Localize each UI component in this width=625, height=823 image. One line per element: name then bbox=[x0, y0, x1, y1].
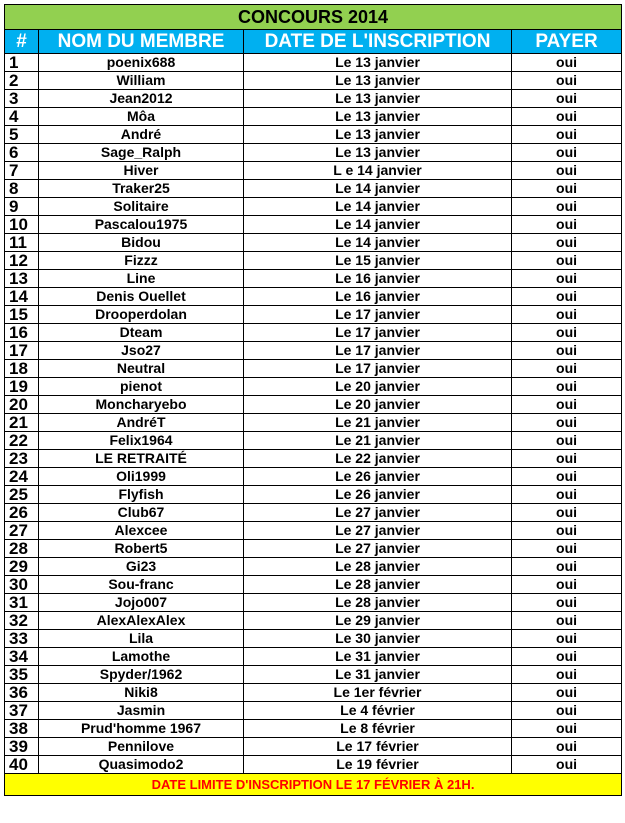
table-row bbox=[5, 144, 622, 162]
row-number: 23 bbox=[5, 450, 39, 468]
table-row bbox=[5, 738, 622, 756]
header-num: # bbox=[5, 30, 39, 54]
row-number: 12 bbox=[5, 252, 39, 270]
row-number: 13 bbox=[5, 270, 39, 288]
registration-date: Le 28 janvier bbox=[244, 558, 512, 576]
table-row bbox=[5, 720, 622, 738]
row-number: 18 bbox=[5, 360, 39, 378]
row-number: 30 bbox=[5, 576, 39, 594]
table-row bbox=[5, 216, 622, 234]
member-name: pienot bbox=[39, 378, 244, 396]
paid-status: oui bbox=[512, 594, 622, 612]
member-name: Neutral bbox=[39, 360, 244, 378]
paid-status: oui bbox=[512, 126, 622, 144]
member-name: Fizzz bbox=[39, 252, 244, 270]
registration-date: Le 27 janvier bbox=[244, 504, 512, 522]
table-row bbox=[5, 468, 622, 486]
row-number: 11 bbox=[5, 234, 39, 252]
row-number: 5 bbox=[5, 126, 39, 144]
registration-date: Le 16 janvier bbox=[244, 270, 512, 288]
registration-table bbox=[4, 4, 622, 796]
paid-status: oui bbox=[512, 306, 622, 324]
row-number: 39 bbox=[5, 738, 39, 756]
registration-date: Le 13 janvier bbox=[244, 144, 512, 162]
registration-date: Le 28 janvier bbox=[244, 576, 512, 594]
row-number: 26 bbox=[5, 504, 39, 522]
paid-status: oui bbox=[512, 90, 622, 108]
registration-date: Le 4 février bbox=[244, 702, 512, 720]
member-name: Jojo007 bbox=[39, 594, 244, 612]
member-name: Solitaire bbox=[39, 198, 244, 216]
member-name: Lamothe bbox=[39, 648, 244, 666]
paid-status: oui bbox=[512, 360, 622, 378]
member-name: Pennilove bbox=[39, 738, 244, 756]
row-number: 19 bbox=[5, 378, 39, 396]
deadline-notice: DATE LIMITE D'INSCRIPTION LE 17 FÉVRIER À 21H. bbox=[5, 774, 622, 796]
member-name: poenix688 bbox=[39, 54, 244, 72]
table-row bbox=[5, 324, 622, 342]
row-number: 6 bbox=[5, 144, 39, 162]
row-number: 16 bbox=[5, 324, 39, 342]
table-row bbox=[5, 504, 622, 522]
table-row bbox=[5, 648, 622, 666]
member-name: AndréT bbox=[39, 414, 244, 432]
registration-date: Le 14 janvier bbox=[244, 234, 512, 252]
paid-status: oui bbox=[512, 702, 622, 720]
registration-date: Le 28 janvier bbox=[244, 594, 512, 612]
header-date: DATE DE L'INSCRIPTION bbox=[244, 30, 512, 54]
registration-date: Le 22 janvier bbox=[244, 450, 512, 468]
paid-status: oui bbox=[512, 324, 622, 342]
row-number: 15 bbox=[5, 306, 39, 324]
registration-date: Le 27 janvier bbox=[244, 540, 512, 558]
member-name: Traker25 bbox=[39, 180, 244, 198]
registration-date: Le 30 janvier bbox=[244, 630, 512, 648]
table-row bbox=[5, 54, 622, 72]
member-name: Quasimodo2 bbox=[39, 756, 244, 774]
paid-status: oui bbox=[512, 378, 622, 396]
registration-date: Le 26 janvier bbox=[244, 486, 512, 504]
footer-row bbox=[5, 774, 622, 796]
row-number: 10 bbox=[5, 216, 39, 234]
paid-status: oui bbox=[512, 54, 622, 72]
registration-date: Le 17 janvier bbox=[244, 360, 512, 378]
row-number: 8 bbox=[5, 180, 39, 198]
table-row bbox=[5, 414, 622, 432]
paid-status: oui bbox=[512, 504, 622, 522]
registration-date: Le 29 janvier bbox=[244, 612, 512, 630]
row-number: 37 bbox=[5, 702, 39, 720]
registration-date: Le 17 janvier bbox=[244, 342, 512, 360]
member-name: Oli1999 bbox=[39, 468, 244, 486]
table-row bbox=[5, 288, 622, 306]
row-number: 17 bbox=[5, 342, 39, 360]
member-name: Pascalou1975 bbox=[39, 216, 244, 234]
paid-status: oui bbox=[512, 558, 622, 576]
table-row bbox=[5, 522, 622, 540]
paid-status: oui bbox=[512, 108, 622, 126]
member-name: Line bbox=[39, 270, 244, 288]
table-row bbox=[5, 576, 622, 594]
registration-date: Le 17 février bbox=[244, 738, 512, 756]
registration-date: Le 26 janvier bbox=[244, 468, 512, 486]
row-number: 2 bbox=[5, 72, 39, 90]
table-row bbox=[5, 756, 622, 774]
registration-date: Le 27 janvier bbox=[244, 522, 512, 540]
member-name: Club67 bbox=[39, 504, 244, 522]
registration-date: L e 14 janvier bbox=[244, 162, 512, 180]
paid-status: oui bbox=[512, 630, 622, 648]
paid-status: oui bbox=[512, 648, 622, 666]
row-number: 24 bbox=[5, 468, 39, 486]
paid-status: oui bbox=[512, 450, 622, 468]
table-row bbox=[5, 162, 622, 180]
row-number: 31 bbox=[5, 594, 39, 612]
table-row bbox=[5, 90, 622, 108]
paid-status: oui bbox=[512, 684, 622, 702]
title-row bbox=[5, 5, 622, 30]
row-number: 38 bbox=[5, 720, 39, 738]
table-row bbox=[5, 450, 622, 468]
registration-date: Le 15 janvier bbox=[244, 252, 512, 270]
row-number: 21 bbox=[5, 414, 39, 432]
row-number: 32 bbox=[5, 612, 39, 630]
header-paid: PAYER bbox=[512, 30, 622, 54]
paid-status: oui bbox=[512, 666, 622, 684]
table-row bbox=[5, 270, 622, 288]
paid-status: oui bbox=[512, 288, 622, 306]
registration-date: Le 14 janvier bbox=[244, 216, 512, 234]
registration-date: Le 14 janvier bbox=[244, 180, 512, 198]
paid-status: oui bbox=[512, 216, 622, 234]
member-name: Dteam bbox=[39, 324, 244, 342]
table-row bbox=[5, 594, 622, 612]
member-name: LE RETRAITÉ bbox=[39, 450, 244, 468]
registration-date: Le 31 janvier bbox=[244, 666, 512, 684]
registration-date: Le 19 février bbox=[244, 756, 512, 774]
member-name: William bbox=[39, 72, 244, 90]
registration-date: Le 13 janvier bbox=[244, 108, 512, 126]
member-name: Robert5 bbox=[39, 540, 244, 558]
row-number: 1 bbox=[5, 54, 39, 72]
row-number: 14 bbox=[5, 288, 39, 306]
table-row bbox=[5, 666, 622, 684]
row-number: 33 bbox=[5, 630, 39, 648]
member-name: Alexcee bbox=[39, 522, 244, 540]
paid-status: oui bbox=[512, 342, 622, 360]
table-row bbox=[5, 540, 622, 558]
paid-status: oui bbox=[512, 612, 622, 630]
member-name: Jso27 bbox=[39, 342, 244, 360]
paid-status: oui bbox=[512, 396, 622, 414]
row-number: 9 bbox=[5, 198, 39, 216]
table-row bbox=[5, 252, 622, 270]
row-number: 20 bbox=[5, 396, 39, 414]
registration-date: Le 31 janvier bbox=[244, 648, 512, 666]
registration-date: Le 1er février bbox=[244, 684, 512, 702]
registration-date: Le 8 février bbox=[244, 720, 512, 738]
row-number: 7 bbox=[5, 162, 39, 180]
table-row bbox=[5, 72, 622, 90]
table-row bbox=[5, 630, 622, 648]
member-name: Felix1964 bbox=[39, 432, 244, 450]
header-row bbox=[5, 30, 622, 54]
member-name: Moncharyebo bbox=[39, 396, 244, 414]
paid-status: oui bbox=[512, 414, 622, 432]
table-row bbox=[5, 234, 622, 252]
paid-status: oui bbox=[512, 144, 622, 162]
registration-date: Le 14 janvier bbox=[244, 198, 512, 216]
member-name: Flyfish bbox=[39, 486, 244, 504]
paid-status: oui bbox=[512, 522, 622, 540]
paid-status: oui bbox=[512, 756, 622, 774]
member-name: Jasmin bbox=[39, 702, 244, 720]
table-row bbox=[5, 486, 622, 504]
paid-status: oui bbox=[512, 576, 622, 594]
member-name: Lila bbox=[39, 630, 244, 648]
table-row bbox=[5, 378, 622, 396]
registration-date: Le 17 janvier bbox=[244, 324, 512, 342]
registration-date: Le 20 janvier bbox=[244, 378, 512, 396]
paid-status: oui bbox=[512, 468, 622, 486]
row-number: 3 bbox=[5, 90, 39, 108]
registration-date: Le 17 janvier bbox=[244, 306, 512, 324]
member-name: Gi23 bbox=[39, 558, 244, 576]
paid-status: oui bbox=[512, 162, 622, 180]
table-row bbox=[5, 306, 622, 324]
row-number: 35 bbox=[5, 666, 39, 684]
member-name: Niki8 bbox=[39, 684, 244, 702]
paid-status: oui bbox=[512, 540, 622, 558]
table-row bbox=[5, 432, 622, 450]
header-name: NOM DU MEMBRE bbox=[39, 30, 244, 54]
paid-status: oui bbox=[512, 738, 622, 756]
table-row bbox=[5, 684, 622, 702]
table-row bbox=[5, 612, 622, 630]
registration-date: Le 20 janvier bbox=[244, 396, 512, 414]
member-name: André bbox=[39, 126, 244, 144]
member-name: Spyder/1962 bbox=[39, 666, 244, 684]
row-number: 36 bbox=[5, 684, 39, 702]
member-name: Prud'homme 1967 bbox=[39, 720, 244, 738]
row-number: 34 bbox=[5, 648, 39, 666]
spreadsheet-table-container bbox=[4, 4, 621, 796]
member-name: Bidou bbox=[39, 234, 244, 252]
table-row bbox=[5, 558, 622, 576]
member-name: Sage_Ralph bbox=[39, 144, 244, 162]
paid-status: oui bbox=[512, 252, 622, 270]
paid-status: oui bbox=[512, 198, 622, 216]
member-name: Sou-franc bbox=[39, 576, 244, 594]
table-row bbox=[5, 108, 622, 126]
member-name: Môa bbox=[39, 108, 244, 126]
paid-status: oui bbox=[512, 234, 622, 252]
table-row bbox=[5, 342, 622, 360]
registration-date: Le 21 janvier bbox=[244, 432, 512, 450]
row-number: 27 bbox=[5, 522, 39, 540]
registration-date: Le 21 janvier bbox=[244, 414, 512, 432]
row-number: 4 bbox=[5, 108, 39, 126]
table-row bbox=[5, 360, 622, 378]
row-number: 29 bbox=[5, 558, 39, 576]
table-row bbox=[5, 198, 622, 216]
registration-date: Le 13 janvier bbox=[244, 72, 512, 90]
member-name: Drooperdolan bbox=[39, 306, 244, 324]
table-row bbox=[5, 702, 622, 720]
paid-status: oui bbox=[512, 486, 622, 504]
member-name: AlexAlexAlex bbox=[39, 612, 244, 630]
paid-status: oui bbox=[512, 720, 622, 738]
paid-status: oui bbox=[512, 432, 622, 450]
table-row bbox=[5, 396, 622, 414]
paid-status: oui bbox=[512, 180, 622, 198]
row-number: 25 bbox=[5, 486, 39, 504]
paid-status: oui bbox=[512, 72, 622, 90]
paid-status: oui bbox=[512, 270, 622, 288]
member-name: Denis Ouellet bbox=[39, 288, 244, 306]
registration-date: Le 13 janvier bbox=[244, 54, 512, 72]
row-number: 28 bbox=[5, 540, 39, 558]
registration-date: Le 13 janvier bbox=[244, 90, 512, 108]
table-row bbox=[5, 180, 622, 198]
table-title: CONCOURS 2014 bbox=[5, 5, 622, 30]
table-row bbox=[5, 126, 622, 144]
member-name: Hiver bbox=[39, 162, 244, 180]
registration-date: Le 16 janvier bbox=[244, 288, 512, 306]
row-number: 40 bbox=[5, 756, 39, 774]
row-number: 22 bbox=[5, 432, 39, 450]
member-name: Jean2012 bbox=[39, 90, 244, 108]
registration-date: Le 13 janvier bbox=[244, 126, 512, 144]
